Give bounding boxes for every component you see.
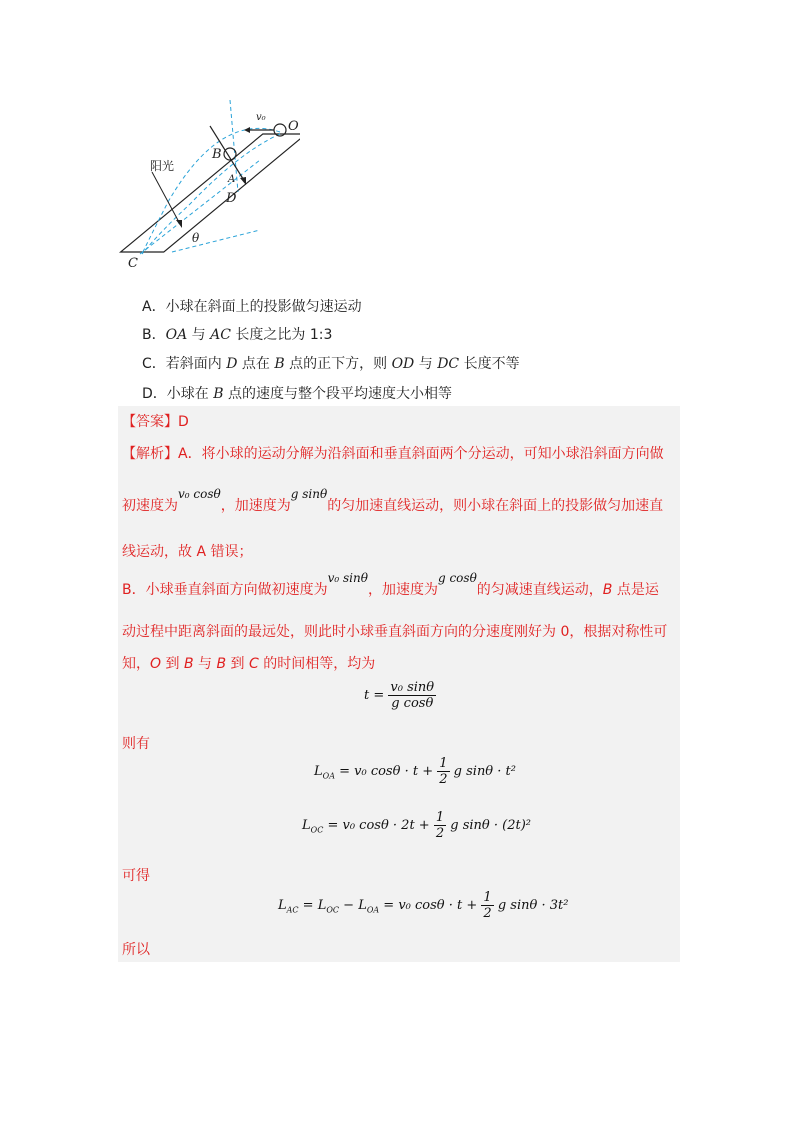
option-c-part: 若斜面内 (165, 356, 227, 372)
analysis-label: 【解析】 (122, 446, 178, 462)
formula-lac-sub: AC (286, 905, 299, 915)
formula-loc-tail: g sinθ · (2t)² (450, 818, 531, 833)
option-b-ratio: 长度之比为 1:3 (230, 327, 333, 343)
answer-line (122, 412, 189, 432)
option-d (142, 384, 452, 404)
option-a-text: 小球在斜面上的投影做匀速运动 (165, 299, 362, 315)
option-c-letter: C． (142, 356, 166, 372)
analysis-text: 初速度为 (122, 498, 178, 514)
formula-lac (278, 890, 568, 921)
sunlight-arrowhead-1 (240, 177, 246, 185)
analysis-line-3: 线运动，故 A 错误； (122, 544, 253, 560)
option-b-oa: OA (165, 327, 188, 343)
analysis-text: B．小球垂直斜面方向做初速度为 (122, 582, 328, 598)
analysis-line-6 (122, 654, 375, 674)
answer-value: D (178, 414, 189, 430)
incline-plane (121, 134, 300, 252)
option-d-letter: D． (142, 386, 167, 402)
physics-diagram (110, 92, 300, 272)
formula-loa-sub: OA (322, 771, 335, 781)
formula-lac-sub2: OC (326, 905, 340, 915)
formula-loc-half (434, 810, 446, 841)
analysis-text: ，加速度为 (220, 498, 291, 514)
angle-dashed-line (172, 230, 260, 252)
option-a (142, 297, 362, 317)
analysis-line-4 (122, 571, 659, 600)
formula-t-denominator: g cosθ (391, 696, 434, 711)
option-c-d: D (226, 356, 238, 372)
answer-label: 【答案】 (122, 414, 178, 430)
option-d-part: 点的速度与整个段平均速度大小相等 (223, 386, 452, 402)
half-denominator: 2 (483, 906, 492, 921)
formula-lac-sub3: OA (366, 905, 380, 915)
label-sunlight: 阳光 (150, 159, 175, 173)
half-numerator: 1 (435, 810, 445, 825)
analysis-text: 的匀加速直线运动，则小球在斜面上的投影做匀加速直 (327, 498, 664, 514)
expr-v0-sin: v₀ sinθ (327, 571, 368, 585)
formula-loc-sub: OC (310, 825, 324, 835)
formula-loa-lhs: L (314, 764, 323, 779)
option-c-part: 与 (414, 356, 438, 372)
formula-lac-minus: − L (339, 898, 367, 913)
formula-t-numerator: v₀ sinθ (390, 680, 435, 695)
option-b (142, 325, 332, 345)
formula-lac-tail: g sinθ · 3t² (497, 898, 569, 913)
option-c-part: 点的正下方，则 (284, 356, 392, 372)
analysis-text: 的时间相等，均为 (258, 656, 376, 672)
expr-g-cos: g cosθ (437, 571, 477, 585)
label-c: C (128, 256, 138, 271)
option-b-and: 与 (187, 327, 211, 343)
formula-t (364, 680, 436, 711)
analysis-text: 到 (226, 656, 249, 672)
formula-lac-eq: = L (298, 898, 327, 913)
analysis-text: 与 (193, 656, 217, 672)
option-c-od: OD (391, 356, 415, 372)
analysis-line-1 (122, 444, 664, 464)
option-c-part: 点在 (237, 356, 275, 372)
option-a-letter: A． (142, 299, 166, 315)
formula-lac-mid: = v₀ cosθ · t + (379, 898, 478, 913)
half-denominator: 2 (435, 826, 445, 841)
half-denominator: 2 (439, 772, 448, 787)
formula-loc-lhs: L (302, 818, 311, 833)
option-d-part: 小球在 (166, 386, 214, 402)
sunlight-pointer-head (176, 220, 182, 228)
velocity-arrowhead (244, 127, 250, 133)
label-b: B (212, 147, 222, 162)
incline-diagram-svg (110, 92, 300, 272)
formula-lac-lhs: L (278, 898, 287, 913)
expr-v0-cos: v₀ cosθ (178, 487, 221, 501)
half-numerator: 1 (439, 756, 448, 771)
analysis-text: 知， (122, 656, 150, 672)
point-b: B (183, 656, 194, 672)
sunlight-pointer (152, 172, 180, 224)
label-d: D (226, 191, 237, 206)
label-a: A (228, 174, 236, 185)
option-b-ac: AC (210, 327, 231, 343)
point-o: O (150, 656, 162, 672)
formula-loc (302, 810, 531, 841)
formula-loa-mid: = v₀ cosθ · t + (334, 764, 434, 779)
label-v0: v₀ (256, 112, 266, 123)
option-d-b: B (213, 386, 224, 402)
mid-dashed-line (140, 160, 260, 254)
half-numerator: 1 (483, 890, 492, 905)
option-c-b: B (274, 356, 285, 372)
formula-loa-tail: g sinθ · t² (453, 764, 516, 779)
formula-loc-mid: = v₀ cosθ · 2t + (323, 818, 430, 833)
option-c-dc: DC (437, 356, 460, 372)
formula-lac-half (481, 890, 493, 921)
point-b: B (602, 582, 613, 598)
point-c: C (248, 656, 259, 672)
analysis-text: A．将小球的运动分解为沿斜面和垂直斜面两个分运动，可知小球沿斜面方向做 (178, 446, 664, 462)
so-line: 所以 (122, 942, 150, 958)
option-b-letter: B． (142, 327, 166, 343)
analysis-text: ，加速度为 (367, 582, 438, 598)
formula-loa (314, 756, 516, 787)
formula-loa-half (437, 756, 449, 787)
analysis-text: 点是运 (612, 582, 659, 598)
expr-g-sin: g sinθ (290, 487, 328, 501)
formula-t-lhs: t = (364, 688, 385, 703)
point-b: B (216, 656, 227, 672)
analysis-text: 的匀减速直线运动， (476, 582, 603, 598)
option-c-part: 长度不等 (459, 356, 520, 372)
label-theta: θ (192, 231, 200, 245)
then-have-line: 则有 (122, 736, 150, 752)
answer-analysis-box (118, 406, 680, 962)
analysis-line-2 (122, 487, 664, 516)
option-c (142, 354, 520, 374)
analysis-text: 到 (161, 656, 184, 672)
formula-t-fraction (388, 680, 436, 711)
label-o: O (288, 119, 299, 134)
can-get-line: 可得 (122, 868, 150, 884)
analysis-line-5: 动过程中距离斜面的最远处，则此时小球垂直斜面方向的分速度刚好为 0，根据对称性可 (122, 624, 668, 640)
